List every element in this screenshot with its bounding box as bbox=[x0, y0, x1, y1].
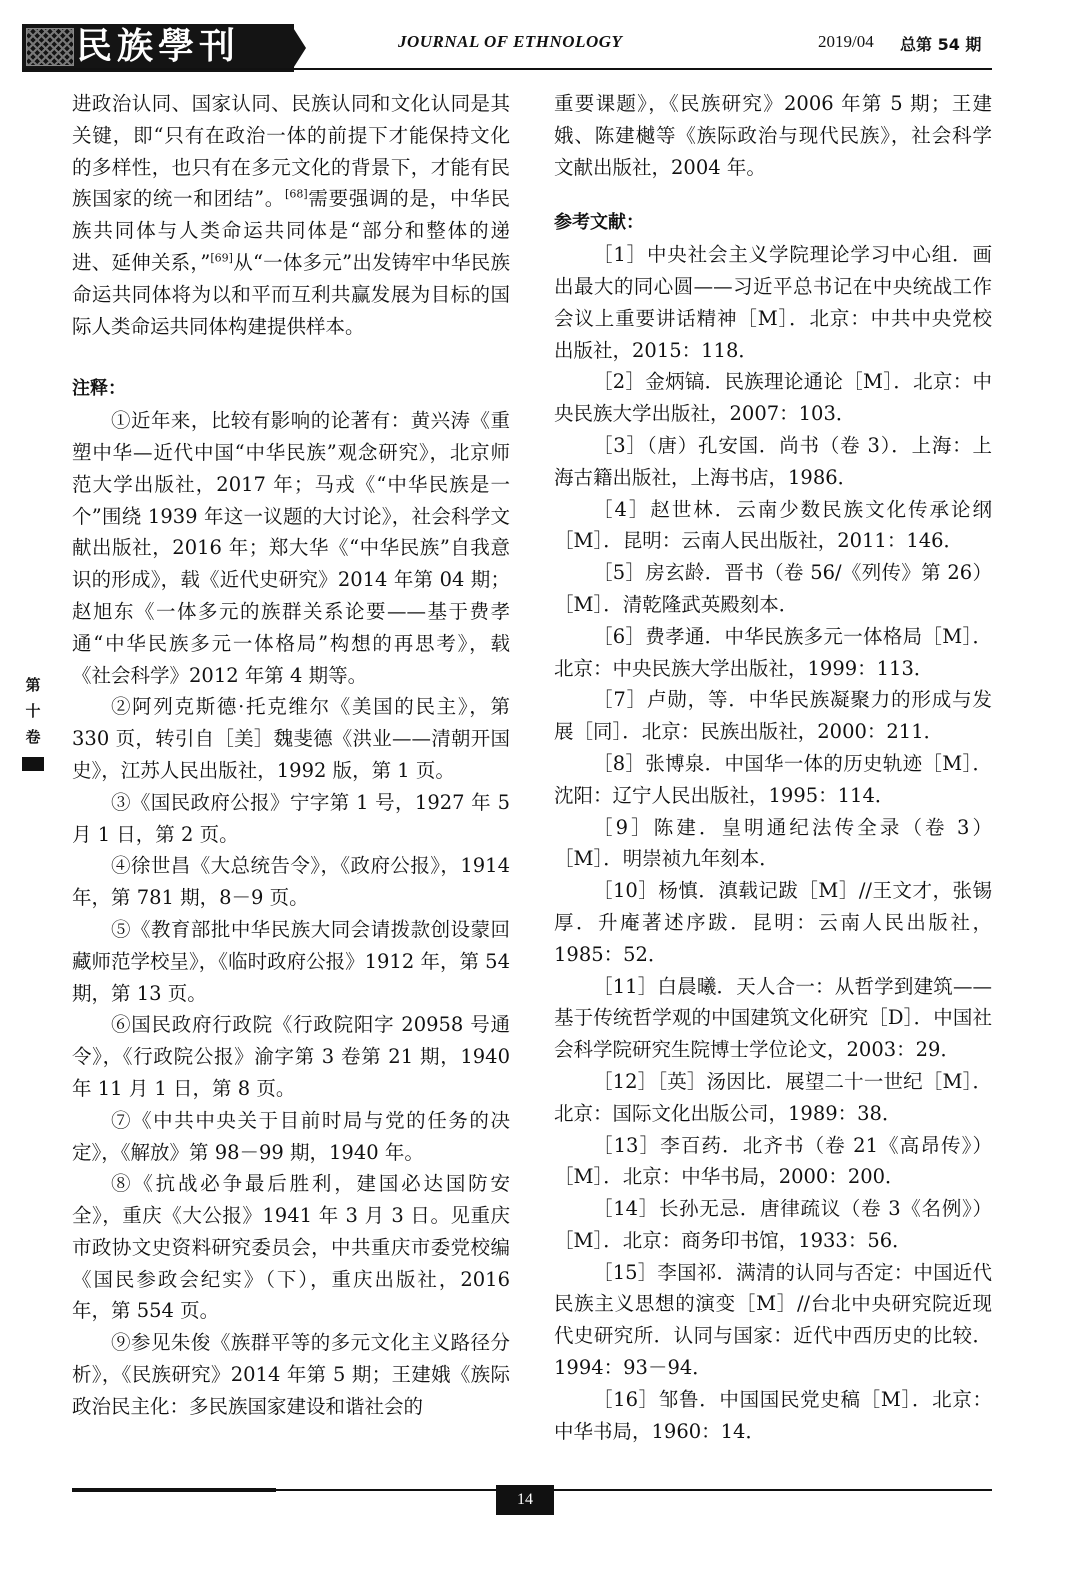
page-number: 14 bbox=[496, 1485, 554, 1515]
reference-item: ［9］陈建．皇明通纪法传全录（卷 3）［M］．明崇祯九年刻本． bbox=[554, 815, 992, 871]
reference-item: ［7］卢勋，等．中华民族凝聚力的形成与发展［同］．北京：民族出版社，2000：211． bbox=[554, 688, 992, 744]
body-paragraph bbox=[72, 88, 510, 342]
journal-logo bbox=[22, 24, 294, 72]
citation-ref: [68] bbox=[285, 187, 308, 201]
note-continuation: 重要课题》，《民族研究》2006 年第 5 期；王建娥、陈建樾等《族际政治与现代民族》，社会科学文献出版社，2004 年。 bbox=[554, 92, 992, 179]
reference-item: ［8］张博泉．中国华一体的历史轨迹［M］．沈阳：辽宁人民出版社，1995：114． bbox=[554, 751, 992, 807]
reference-item: ［4］赵世林．云南少数民族文化传承论纲［M］．昆明：云南人民出版社，2011：146． bbox=[554, 497, 992, 553]
citation-ref: [69] bbox=[210, 251, 233, 265]
journal-name: JOURNAL OF ETHNOLOGY bbox=[398, 32, 623, 51]
reference-item: ［1］中央社会主义学院理论学习中心组．画出最大的同心圆——习近平总书记在中央统战工作会议上重要讲话精神［M］．北京：中共中央党校出版社，2015：118． bbox=[554, 243, 992, 362]
reference-item: ［14］长孙无忌．唐律疏议（卷 3《名例》）［M］．北京：商务印书馆，1933：56． bbox=[554, 1197, 992, 1252]
note-item: ⑥国民政府行政院《行政院阳字 20958 号通令》，《行政院公报》渝字第 3 卷第 21 期，1940 年 11 月 1 日，第 8 页。 bbox=[72, 1013, 510, 1100]
body-text: 需要强调的是，中华民族共同体与人类命运共同体是“部分和整体的递进、延伸关系，” bbox=[72, 187, 510, 274]
issue-date: 2019/04 bbox=[818, 32, 874, 51]
reference-item: ［15］李国祁．满清的认同与否定：中国近代民族主义思想的演变［M］//台北中央研究院近现代史研究所．认同与国家：近代中西历史的比较．1994：93－94． bbox=[554, 1260, 992, 1380]
right-column bbox=[554, 88, 992, 1447]
reference-item: ［13］李百药．北齐书（卷 21《高昂传》）［M］．北京：中华书局，2000：200． bbox=[554, 1133, 992, 1189]
logo-text: 民族學刊 bbox=[76, 25, 241, 67]
note-item: ⑦《中共中央关于目前时局与党的任务的决定》，《解放》第 98－99 期，1940 年。 bbox=[72, 1108, 510, 1164]
reference-item: ［12］［英］汤因比．展望二十一世纪［M］．北京：国际文化出版公司，1989：38． bbox=[554, 1069, 992, 1125]
footer-rule bbox=[276, 1489, 992, 1491]
logo-pattern-icon bbox=[26, 28, 74, 66]
reference-item: ［16］邹鲁．中国国民党史稿［M］．北京：中华书局，1960：14． bbox=[554, 1387, 992, 1443]
notes-heading: 注释： bbox=[72, 378, 126, 400]
footer-rule-thick bbox=[72, 1488, 276, 1492]
note-item: ④徐世昌《大总统告令》，《政府公报》，1914 年，第 781 期，8－9 页。 bbox=[72, 854, 510, 910]
note-item: ①近年来，比较有影响的论著有：黄兴涛《重塑中华—近代中国“中华民族”观念研究》，北京师范大学出版社，2017 年；马戎《“中华民族是一个”围绕 1939 年这一议题的大讨论》，社会科学文献出版社，2016 年；郑大华《“中华民族”自我意识的形成》，载《近代史研究》2014 年第 04 期；赵旭东《一体多元的族群关系论要——基于费孝通“中华民族多元一体格局”构想的再思考》，载《社会科学》2012 年第 4 期等。 bbox=[72, 409, 510, 687]
note-item: ⑨参见朱俊《族群平等的多元文化主义路径分析》，《民族研究》2014 年第 5 期；王建娥《族际政治民主化：多民族国家建设和谐社会的 bbox=[72, 1331, 510, 1418]
note-item: ③《国民政府公报》宁字第 1 号，1927 年 5 月 1 日，第 2 页。 bbox=[72, 790, 510, 846]
logo-ribbon-icon bbox=[292, 26, 306, 70]
volume-marker bbox=[22, 672, 44, 750]
reference-item: ［5］房玄龄．晋书（卷 56/《列传》第 26）［M］．清乾隆武英殿刻本． bbox=[554, 561, 992, 616]
body-text: 从“一体多元”出发铸牢中华民族命运共同体将为以和平而互利共赢发展为目标的国际人类命运共同体构建提供样本。 bbox=[72, 250, 510, 338]
reference-item: ［10］杨慎．滇载记跋［M］//王文才，张锡厚．升庵著述序跋．昆明：云南人民出版社，1985：52． bbox=[554, 879, 992, 966]
issue-number: 总第 54 期 bbox=[900, 35, 982, 54]
body-text: 进政治认同、国家认同、民族认同和文化认同是其关键，即“只有在政治一体的前提下才能保持文化的多样性，也只有在多元文化的背景下，才能有民族国家的统一和团结”。 bbox=[72, 92, 510, 211]
note-item: ②阿列克斯德·托克维尔《美国的民主》，第 330 页，转引自［美］魏斐德《洪业——清朝开国史》，江苏人民出版社，1992 版，第 1 页。 bbox=[72, 695, 510, 782]
volume-char: 第 bbox=[25, 676, 41, 694]
volume-marker-bar bbox=[22, 757, 44, 771]
left-column bbox=[72, 88, 510, 1423]
note-item: ⑧《抗战必争最后胜利，建国必达国防安全》，重庆《大公报》1941 年 3 月 3 日。见重庆市政协文史资料研究委员会，中共重庆市委党校编《国民参政会纪实》（下），重庆出版社，2016 年，第 554 页。 bbox=[72, 1172, 510, 1323]
reference-item: ［2］金炳镐．民族理论通论［M］．北京：中央民族大学出版社，2007：103． bbox=[554, 370, 992, 426]
volume-char: 卷 bbox=[25, 728, 41, 746]
reference-item: ［3］（唐）孔安国．尚书（卷 3）．上海：上海古籍出版社，上海书店，1986． bbox=[554, 433, 992, 489]
volume-char: 十 bbox=[25, 702, 41, 720]
header-rule bbox=[22, 68, 992, 70]
references-heading: 参考文献： bbox=[554, 212, 644, 234]
reference-item: ［6］费孝通．中华民族多元一体格局［M］．北京：中央民族大学出版社，1999：113． bbox=[554, 624, 992, 680]
reference-item: ［11］白晨曦．天人合一：从哲学到建筑——基于传统哲学观的中国建筑文化研究［D］．中国社会科学院研究生院博士学位论文，2003：29． bbox=[554, 974, 992, 1062]
note-item: ⑤《教育部批中华民族大同会请拨款创设蒙回藏师范学校呈》，《临时政府公报》1912 年，第 54 期，第 13 页。 bbox=[72, 917, 510, 1005]
